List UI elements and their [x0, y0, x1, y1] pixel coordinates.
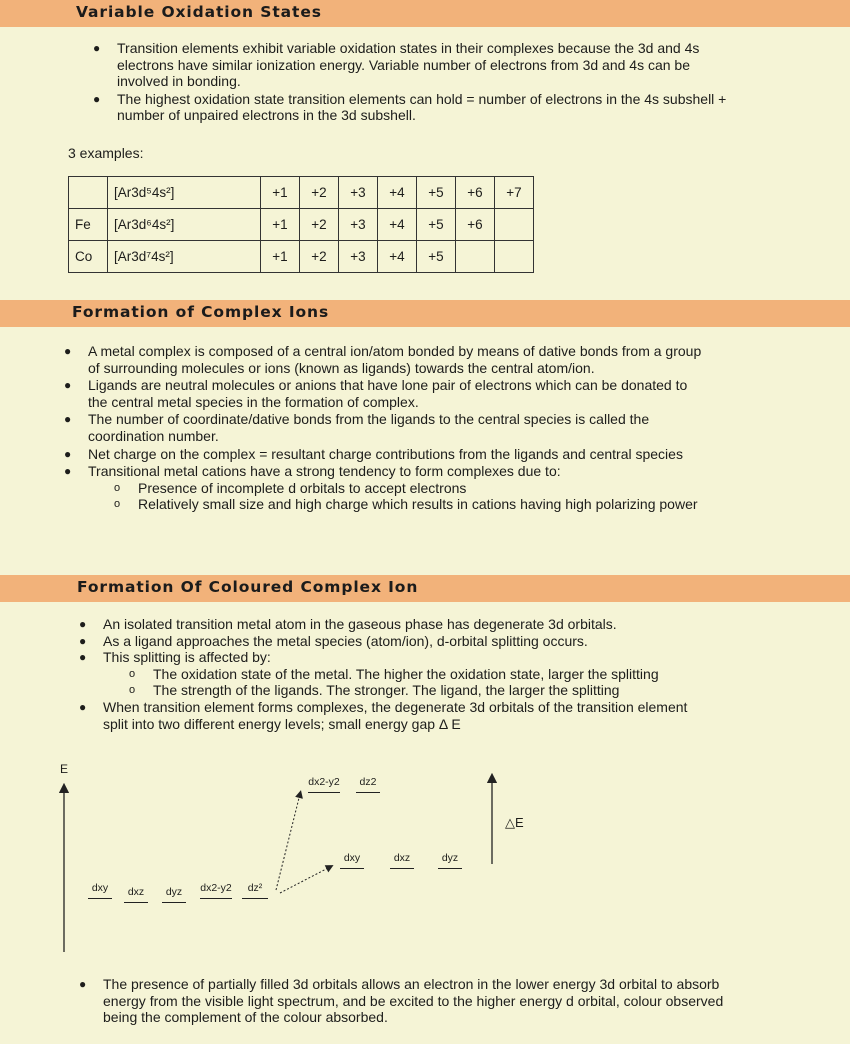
examples-label: 3 examples: — [68, 145, 144, 161]
list-item: ● Transition elements exhibit variable oxidation states in their complexes because the 3d and 4s electrons have similar ionization energy. Variable number of electrons from 3d and 4s can be involved in bonding. — [93, 40, 700, 90]
orbital-level: dxz — [390, 852, 414, 869]
list-item: ● As a ligand approaches the metal species (atom/ion), d-orbital splitting occurs. — [79, 632, 588, 649]
bullet-icon: ● — [64, 464, 72, 479]
circle-bullet-icon: o — [114, 481, 121, 494]
split-arrow-lower — [280, 867, 330, 893]
table-row: [Ar3d⁵4s²] +1 +2 +3 +4 +5 +6 +7 — [69, 177, 534, 209]
bullet-icon: ● — [64, 412, 72, 427]
list-item: o Presence of incomplete d orbitals to accept electrons — [114, 479, 467, 496]
orbital-level: dx2-y2 — [308, 776, 340, 793]
split-arrow-upper — [276, 794, 300, 890]
orbital-level: dyz — [162, 886, 186, 903]
list-item: ● Transitional metal cations have a strong tendency to form complexes due to: o Presence of incomplete d orbitals to accept electrons o Relatively small size and high charge which results in cations having high polarizing power — [88, 463, 708, 513]
orbital-level: dz2 — [356, 776, 380, 793]
list-item: o Relatively small size and high charge which results in cations having high polarizing power — [114, 496, 698, 513]
circle-bullet-icon: o — [129, 667, 136, 680]
list-item: ● An isolated transition metal atom in the gaseous phase has degenerate 3d orbitals. — [79, 616, 617, 632]
bullet-icon: ● — [79, 977, 87, 991]
orbital-level: dz² — [242, 882, 268, 899]
orbital-level: dxy — [340, 852, 364, 869]
circle-bullet-icon: o — [114, 498, 121, 511]
table-row: Co [Ar3d⁷4s²] +1 +2 +3 +4 +5 — [69, 241, 534, 273]
energy-axis-label: E — [60, 762, 69, 776]
orbital-level: dx2-y2 — [200, 882, 232, 899]
list-item: ● When transition element forms complexes, the degenerate 3d orbitals of the transition element split into two different energy levels; small energy gap Δ E — [79, 698, 688, 732]
bullet-icon: ● — [93, 91, 101, 106]
orbital-level: dyz — [438, 852, 462, 869]
bullet-icon: ● — [79, 617, 87, 631]
bullet-icon: ● — [93, 41, 101, 55]
table-row: Fe [Ar3d⁶4s²] +1 +2 +3 +4 +5 +6 — [69, 209, 534, 241]
list-item: ● Ligands are neutral molecules or anions that have lone pair of electrons which can be donated to the central metal species in the formation of complex. — [64, 377, 688, 410]
list-item: ● This splitting is affected by: o The oxidation state of the metal. The higher the oxidation state, larger the splitting o The strength of the ligands. The stronger. The ligand, the larger the splitting — [103, 649, 713, 699]
bullet-icon: ● — [79, 699, 87, 714]
list-item: o The oxidation state of the metal. The higher the oxidation state, larger the splitting — [129, 665, 659, 682]
orbital-level: dxy — [88, 882, 112, 899]
bullet-icon: ● — [64, 344, 72, 358]
orbital-level: dxz — [124, 886, 148, 903]
circle-bullet-icon: o — [129, 684, 136, 697]
section-title: Formation of Complex Ions — [72, 303, 330, 321]
bullet-icon: ● — [64, 378, 72, 393]
list-item: ● The presence of partially filled 3d orbitals allows an electron in the lower energy 3d orbital to absorb energy from the visible light spectrum, and be excited to the higher energy d orbital, colour observed being the complement of the colour absorbed. — [79, 976, 724, 1026]
section-title: Formation Of Coloured Complex Ion — [77, 578, 419, 596]
delta-e-label: △E — [505, 815, 524, 830]
section-title: Variable Oxidation States — [76, 3, 322, 21]
bullet-list-final — [79, 976, 728, 1026]
list-item: ● The number of coordinate/dative bonds from the ligands to the central species is called the coordination number. — [64, 411, 650, 444]
list-item: ● Net charge on the complex = resultant charge contributions from the ligands and central species — [64, 445, 683, 462]
bullet-icon: ● — [64, 446, 72, 461]
list-item: ● A metal complex is composed of a central ion/atom bonded by means of dative bonds from a group of surrounding molecules or ions (known as ligands) towards the central atom/ion. — [64, 343, 702, 376]
list-item: ● The highest oxidation state transition elements can hold = number of electrons in the 4s subshell + number of unpaired electrons in the 3d subshell. — [93, 90, 727, 124]
list-item: o The strength of the ligands. The stronger. The ligand, the larger the splitting — [129, 682, 620, 699]
bullet-icon: ● — [79, 633, 87, 648]
bullet-icon: ● — [79, 650, 87, 665]
